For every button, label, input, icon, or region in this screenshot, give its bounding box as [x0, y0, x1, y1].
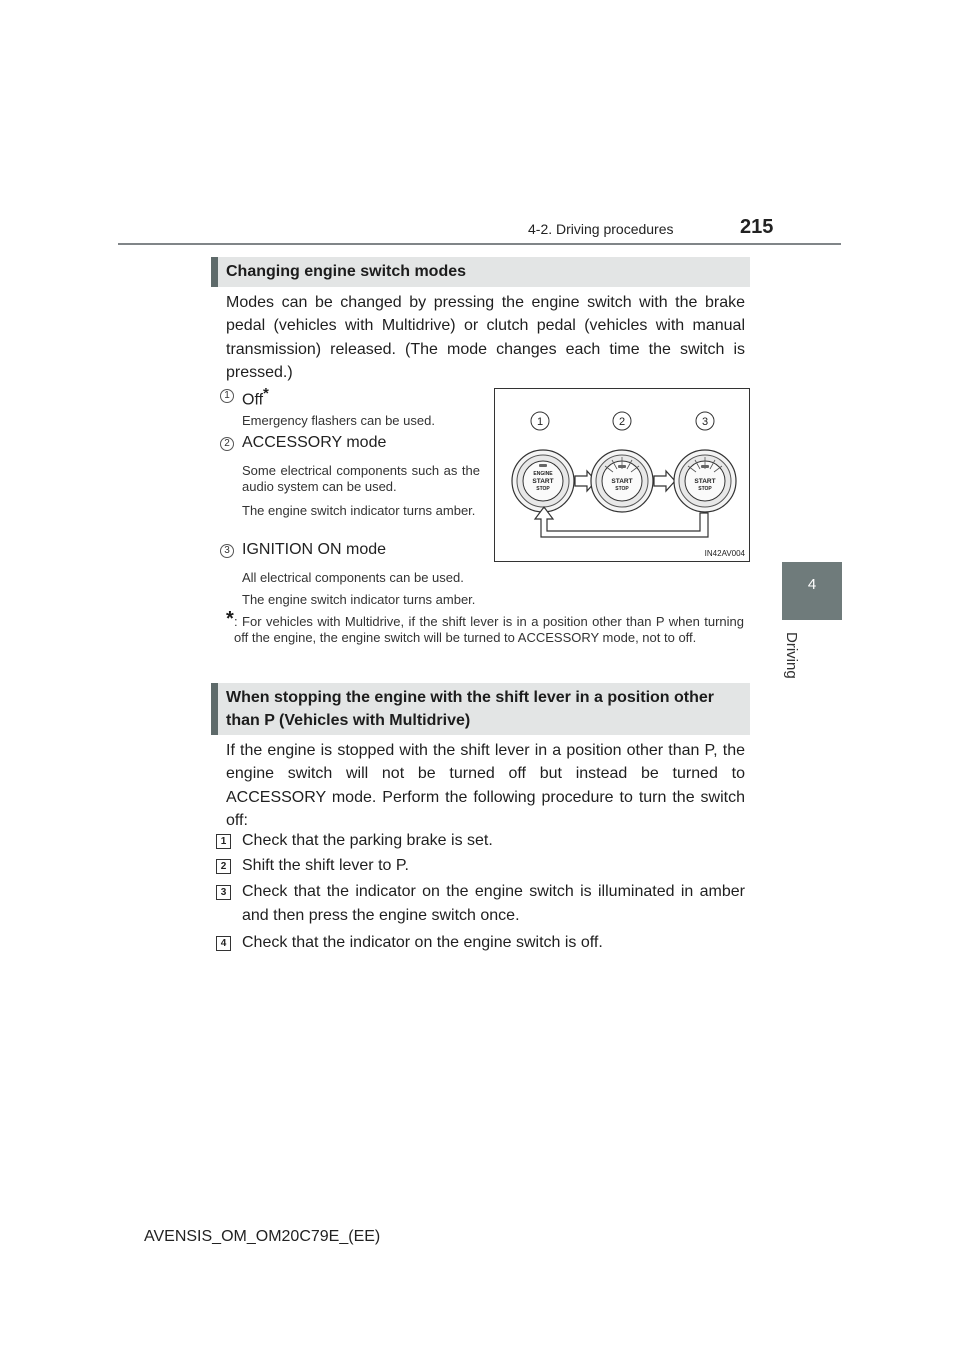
item-title-accessory: ACCESSORY mode	[242, 434, 387, 451]
engine-switch-illustration	[495, 389, 749, 561]
item-desc: The engine switch indicator turns amber.	[242, 592, 476, 607]
item-desc: All electrical components can be used.	[242, 570, 464, 585]
engine-button-accessory-icon	[591, 450, 653, 512]
svg-text:STOP: STOP	[536, 486, 550, 492]
arrow-right-icon	[654, 471, 675, 491]
svg-text:START: START	[611, 478, 633, 485]
item-desc: Emergency flashers can be used.	[242, 413, 435, 428]
figure-code: IN42AV004	[704, 549, 745, 558]
step-number-box: 3	[216, 885, 231, 900]
svg-text:START: START	[694, 478, 716, 485]
callout-2	[613, 412, 631, 430]
step-number-box: 4	[216, 936, 231, 951]
svg-text:START: START	[532, 478, 554, 485]
footnote-text: : For vehicles with Multidrive, if the shift lever is in a position other than P when turning off the engine, the engine switch will be turned to ACCESSORY mode, not to off.	[234, 614, 744, 645]
svg-text:2: 2	[618, 416, 626, 428]
item-desc: Some electrical components such as the audio system can be used.	[242, 463, 480, 494]
document-code: AVENSIS_OM_OM20C79E_(EE)	[144, 1228, 381, 1245]
chapter-title: Driving	[783, 632, 800, 679]
callout-1	[531, 412, 549, 430]
engine-button-ignition-icon	[674, 450, 736, 512]
running-header-section: 4-2. Driving procedures	[528, 221, 674, 237]
svg-text:STOP: STOP	[698, 486, 712, 492]
step-text: Check that the indicator on the engine switch is off.	[242, 934, 603, 951]
item-number-badge: 2	[220, 437, 234, 451]
svg-text:ENGINE: ENGINE	[533, 471, 553, 477]
svg-text:3: 3	[701, 416, 709, 428]
header-rule	[118, 243, 841, 245]
chapter-tab-label	[778, 632, 808, 712]
item-number-badge: 1	[220, 389, 234, 403]
footnote-mark: *	[226, 608, 234, 630]
item-number-badge: 3	[220, 544, 234, 558]
item-desc: The engine switch indicator turns amber.	[242, 503, 476, 518]
svg-text:STOP: STOP	[615, 486, 629, 492]
section-heading-stopping: When stopping the engine with the shift lever in a position other than P (Vehicles with Multidrive)	[211, 683, 750, 735]
engine-switch-figure	[494, 388, 750, 562]
step-number-box: 1	[216, 834, 231, 849]
chapter-number: 4	[807, 576, 817, 593]
item-title-off: Off*	[242, 385, 269, 409]
step-text: Check that the parking brake is set.	[242, 832, 493, 849]
step-text: Check that the indicator on the engine switch is illuminated in amber and then press the engine switch once.	[242, 883, 745, 924]
engine-button-off-icon	[512, 450, 574, 512]
section2-intro: If the engine is stopped with the shift lever in a position other than P, the engine switch will not be turned off but instead be turned to ACCESSORY mode. Perform the following procedure to turn the switch off:	[226, 742, 745, 829]
chapter-tab[interactable]	[782, 562, 842, 620]
step-number-box: 2	[216, 859, 231, 874]
callout-3	[696, 412, 714, 430]
item-title-ignition: IGNITION ON mode	[242, 541, 387, 558]
page-number: 215	[740, 216, 774, 238]
svg-text:1: 1	[536, 416, 544, 428]
step-text: Shift the shift lever to P.	[242, 857, 409, 874]
section1-intro: Modes can be changed by pressing the engine switch with the brake pedal (vehicles with Multidrive) or clutch pedal (vehicles with manual transmission) released. (The mode changes each time the switch is pressed.)	[226, 294, 745, 381]
section-heading-modes: Changing engine switch modes	[211, 257, 750, 287]
